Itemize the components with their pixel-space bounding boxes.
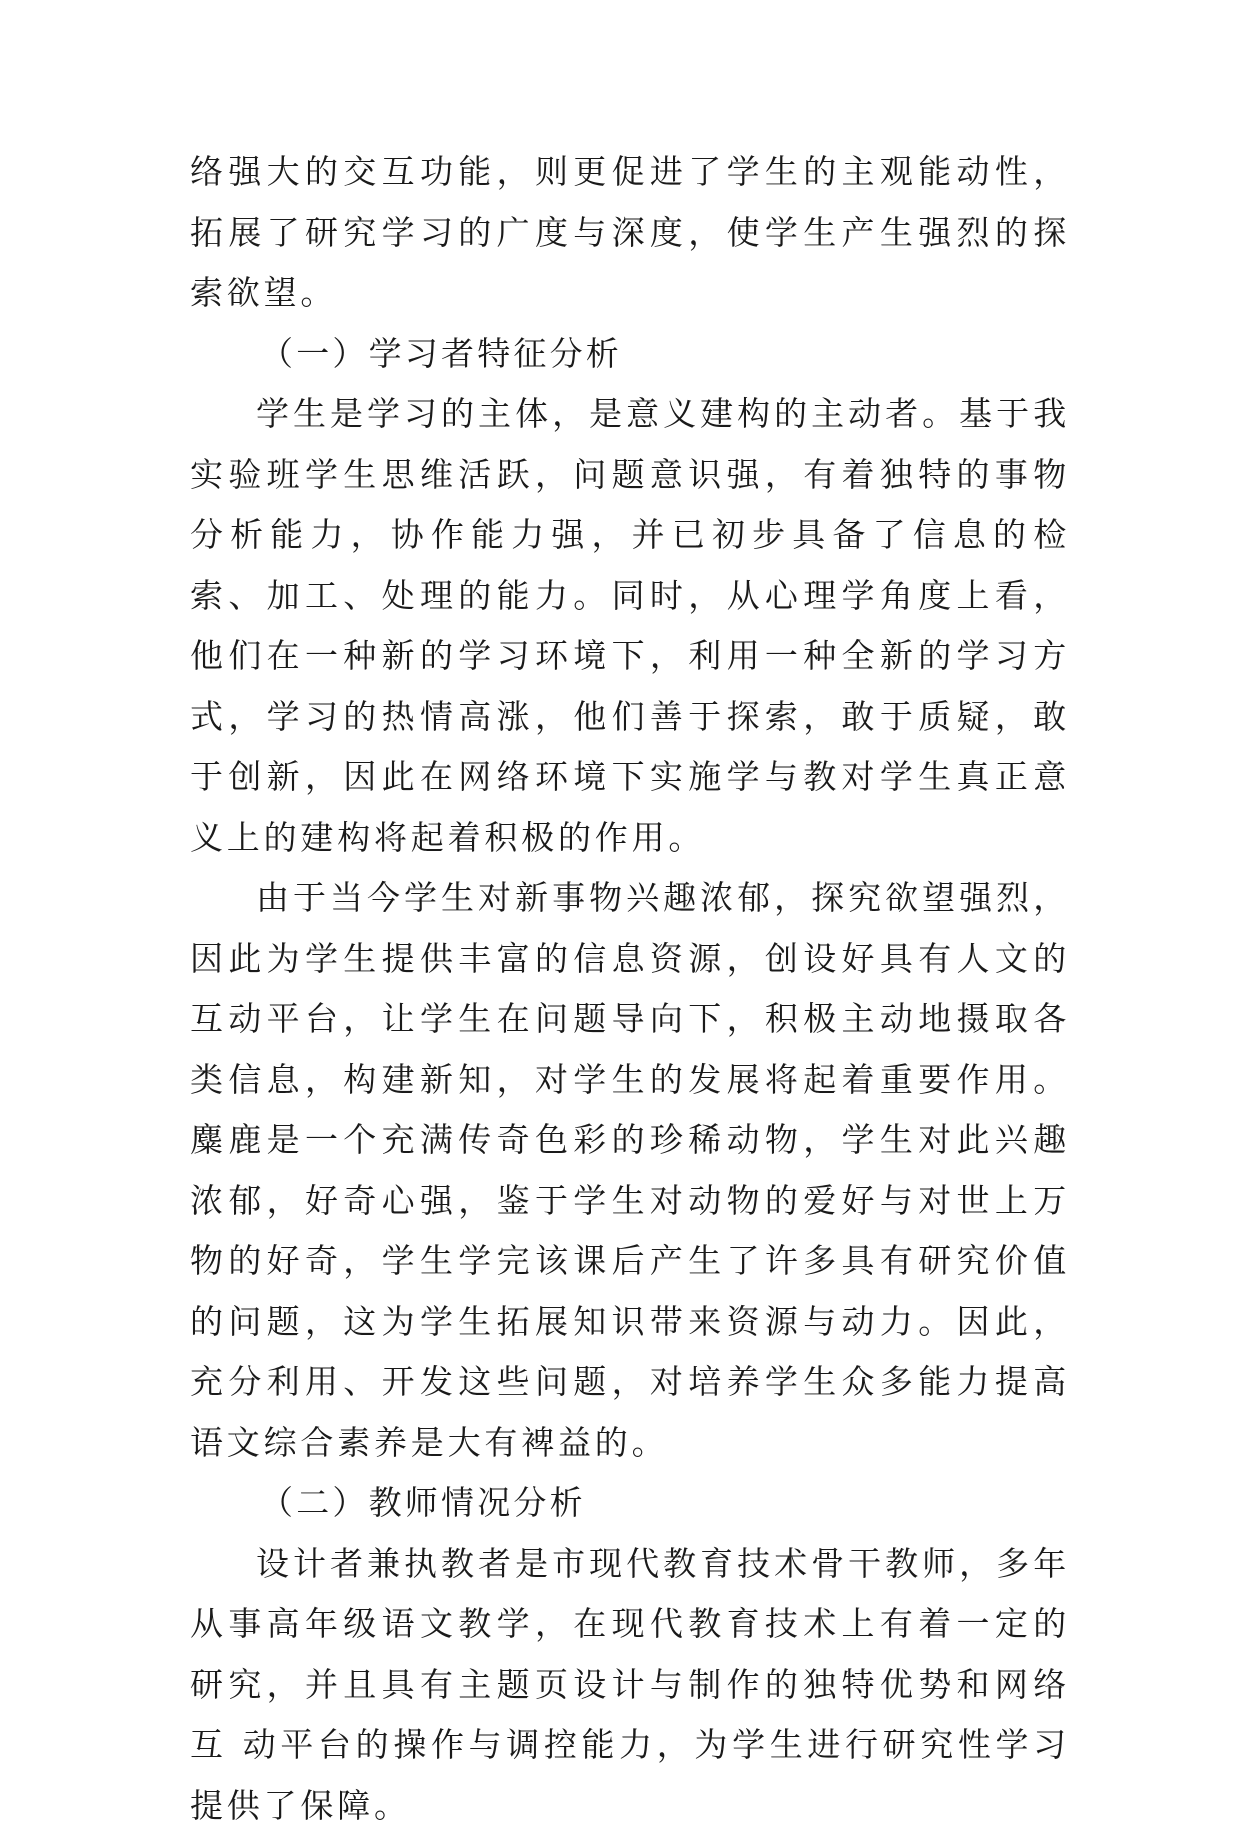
document-page xyxy=(190,142,1070,1836)
paragraph-teacher-situation: 设计者兼执教者是市现代教育技术骨干教师，多年从事高年级语文教学，在现代教育技术上有着一定的研究，并且具有主题页设计与制作的独特优势和网络互 动平台的操作与调控能力，为学生进行研究性学习提供了保障。 xyxy=(190,1534,1070,1836)
paragraph-student-interest: 由于当今学生对新事物兴趣浓郁，探究欲望强烈，因此为学生提供丰富的信息资源，创设好具有人文的互动平台，让学生在问题导向下，积极主动地摄取各类信息，构建新知，对学生的发展将起着重要作用。 麋鹿是一个充满传奇色彩的珍稀动物，学生对此兴趣浓郁，好奇心强，鉴于学生对动物的爱好与对世上万物的好奇，学生学完该课后产生了许多具有研究价值的问题，这为学生拓展知识带来资源与动力。因此，充分利用、开发这些问题，对培养学生众多能力提高语文综合素养是大有裨益的。 xyxy=(190,868,1070,1473)
paragraph-continuation: 络强大的交互功能，则更促进了学生的主观能动性，拓展了研究学习的广度与深度，使学生产生强烈的探索欲望。 xyxy=(190,142,1070,324)
section-heading-teacher-analysis: （二）教师情况分析 xyxy=(190,1473,1070,1534)
paragraph-learner-characteristics: 学生是学习的主体，是意义建构的主动者。基于我实验班学生思维活跃，问题意识强，有着独特的事物分析能力，协作能力强，并已初步具备了信息的检索、加工、处理的能力。同时，从心理学角度上看，他们在一种新的学习环境下，利用一种全新的学习方式，学习的热情高涨，他们善于探索，敢于质疑，敢于创新，因此在网络环境下实施学与教对学生真正意义上的建构将起着积极的作用。 xyxy=(190,384,1070,868)
section-heading-learner-analysis: （一）学习者特征分析 xyxy=(190,324,1070,385)
